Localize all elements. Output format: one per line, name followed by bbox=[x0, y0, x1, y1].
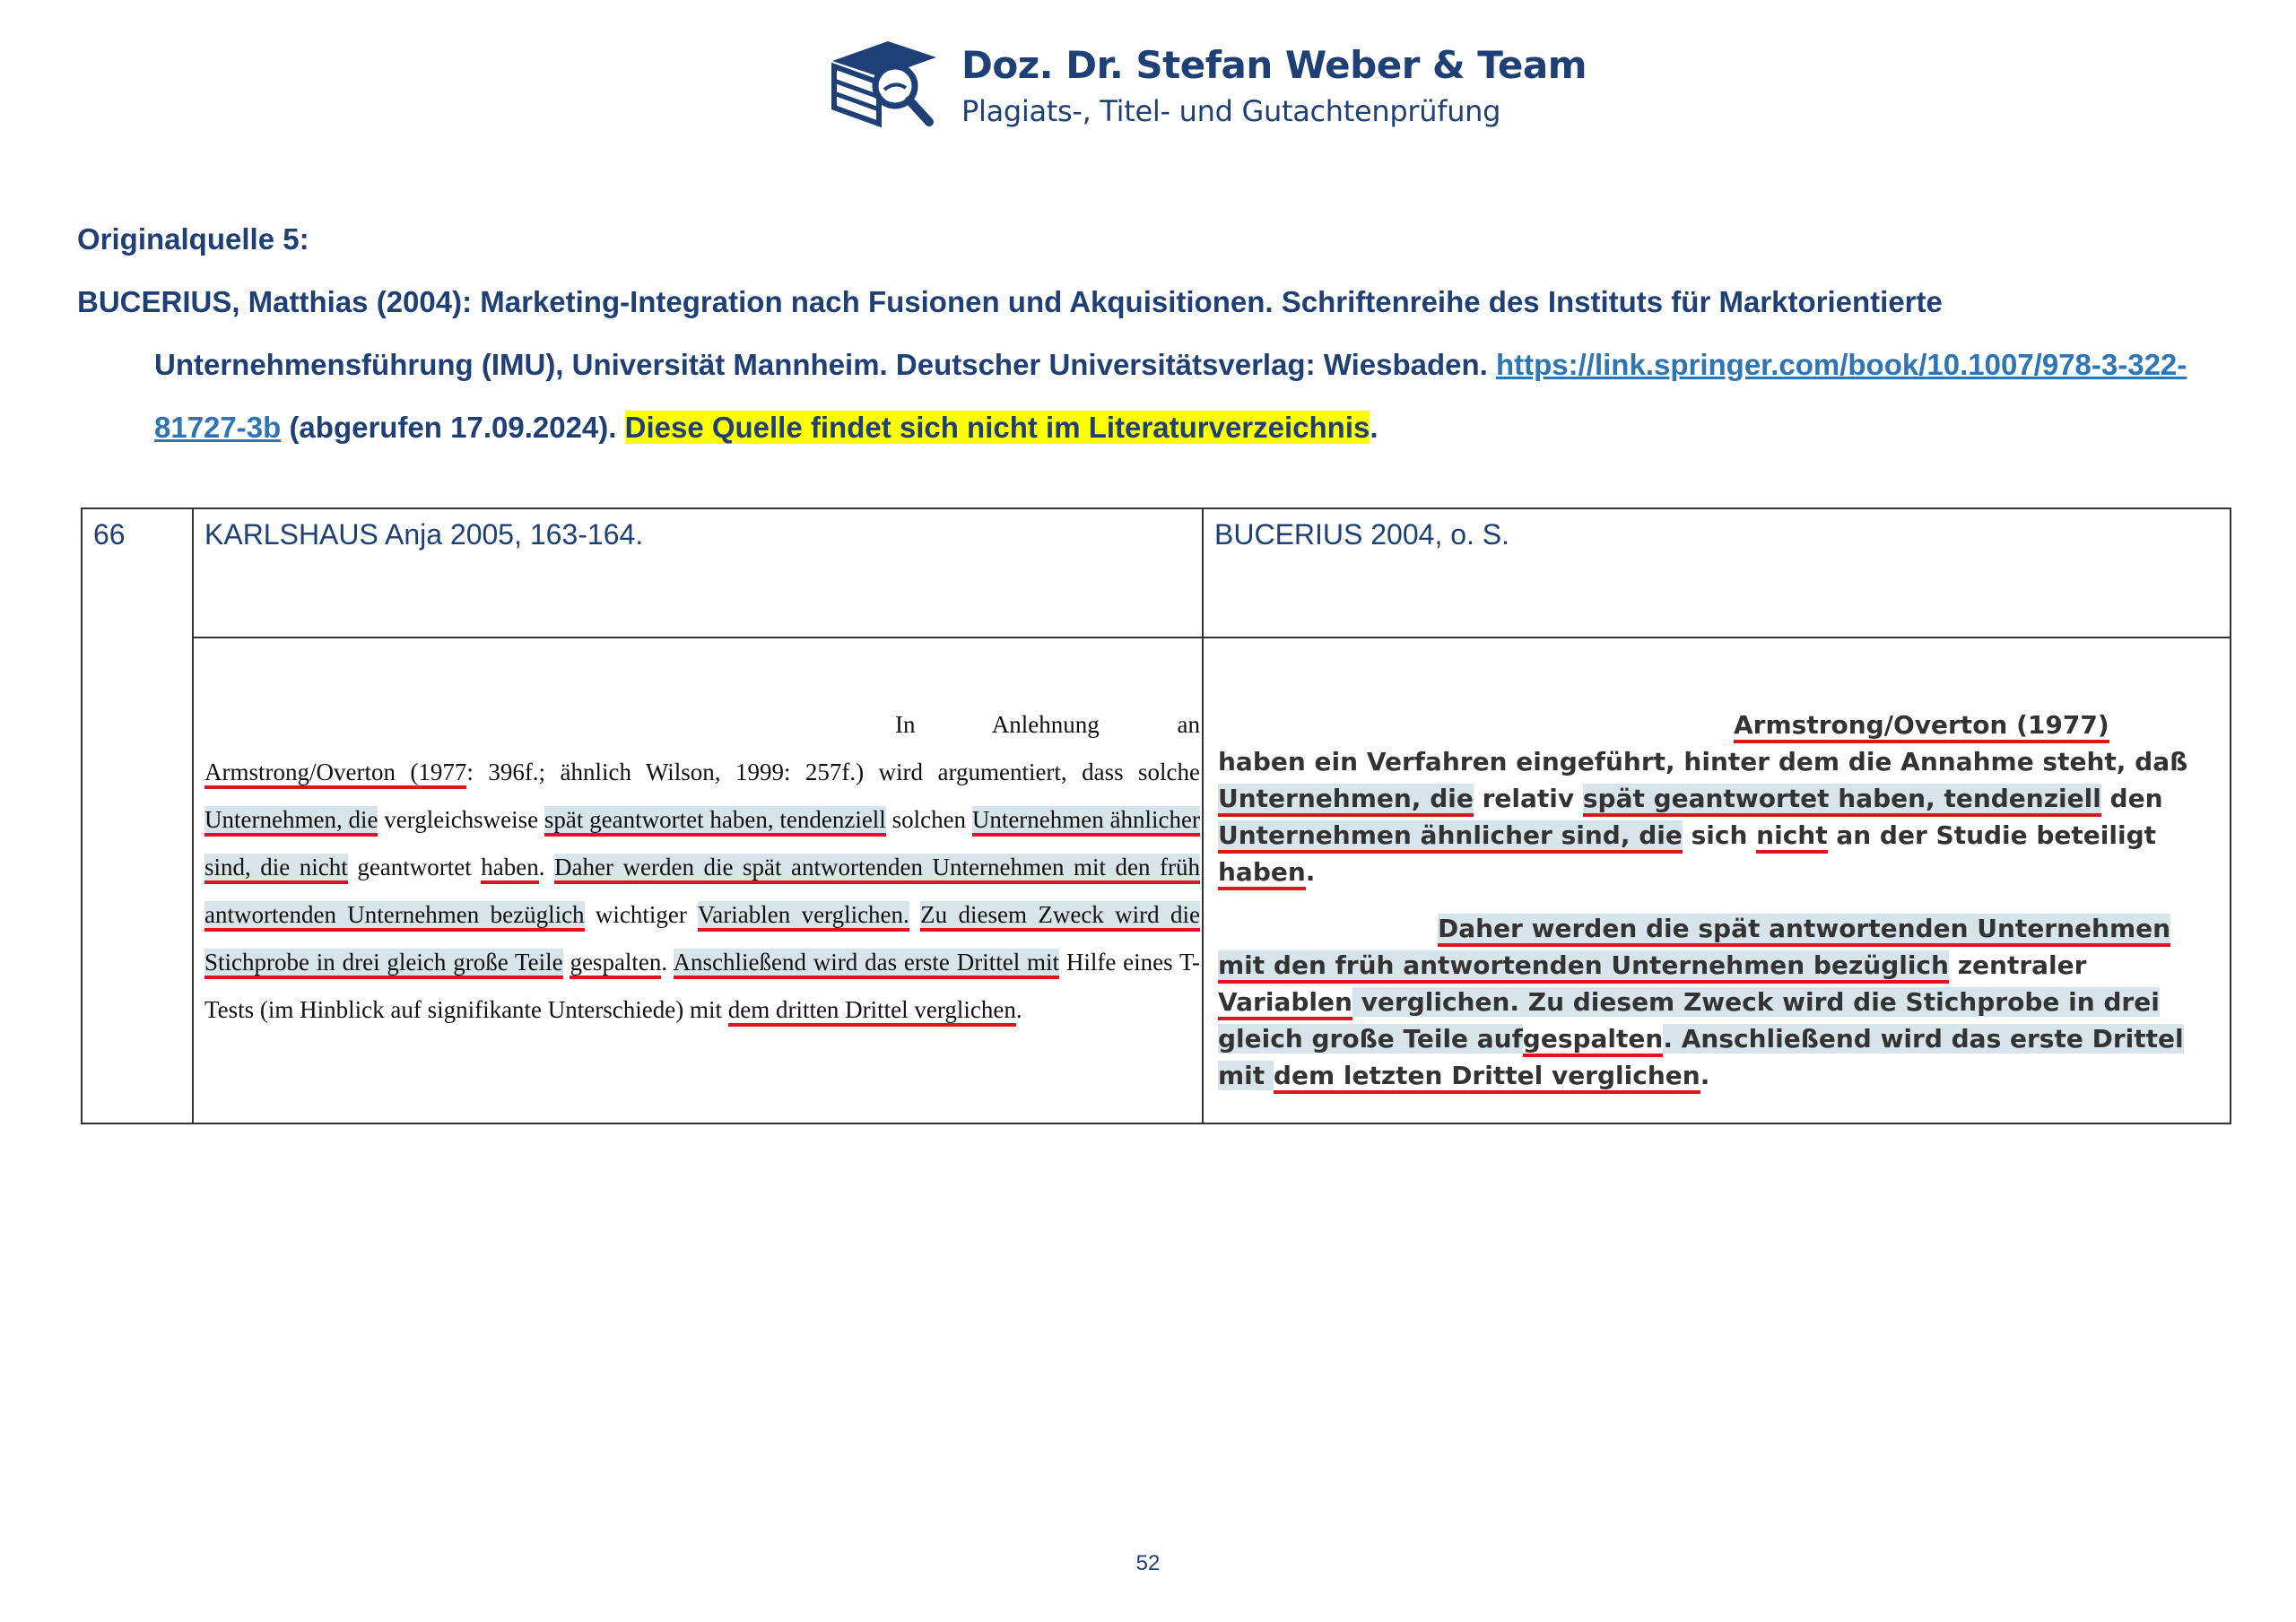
underlined-match: Armstrong/Overton (1977 bbox=[204, 759, 466, 789]
underlined-match: Unternehmen, die bbox=[204, 806, 378, 837]
book-magnifier-logo-icon bbox=[825, 36, 942, 134]
underlined-match: Unternehmen, die bbox=[1218, 784, 1474, 817]
underlined-match: gespalten bbox=[570, 949, 661, 979]
text-run: zentraler bbox=[1948, 950, 2087, 980]
text-run: sich bbox=[1682, 820, 1757, 850]
page-header bbox=[825, 36, 1587, 143]
text-run: haben ein Verfahren eingeführt, hinter dem die Annahme steht, daß bbox=[1218, 747, 2188, 776]
text-run: . bbox=[538, 854, 555, 880]
brand-subtitle: Plagiats-, Titel- und Gutachtenprüfung bbox=[961, 94, 1501, 128]
text-run: relativ bbox=[1473, 784, 1583, 813]
fragment-number: 66 bbox=[82, 508, 193, 1123]
missing-source-note: Diese Quelle findet sich nicht im Literaturverzeichnis bbox=[624, 411, 1370, 444]
brand-name: Doz. Dr. Stefan Weber & Team bbox=[961, 43, 1587, 87]
underlined-match: nicht bbox=[1756, 820, 1827, 854]
right-excerpt-text bbox=[1218, 707, 2205, 1094]
note-period: . bbox=[1370, 411, 1378, 444]
comparison-table bbox=[81, 507, 2231, 1124]
underlined-match: Anschließend wird das erste Drittel mit bbox=[674, 949, 1060, 979]
text-run: verglichen. Zu diesem Zweck wird die Stichprobe in drei gleich große Teile auf bbox=[1218, 987, 2160, 1054]
underlined-match: Unternehmen ähnlicher sind, die nicht bbox=[204, 806, 1200, 884]
text-run: an der Studie beteiligt bbox=[1827, 820, 2157, 850]
text-run: den bbox=[2100, 784, 2163, 813]
underlined-match: dem letzten Drittel verglichen bbox=[1274, 1061, 1700, 1094]
springer-link[interactable]: https://link.springer.com/book/10.1007/978-3-322-81727-3b bbox=[154, 348, 2187, 444]
underlined-match: Daher werden die spät antwortenden Unternehmen mit den früh antwortenden Unternehmen bezüglich bbox=[1218, 914, 2170, 984]
underlined-match: Unternehmen ähnlicher sind, die bbox=[1218, 820, 1683, 854]
source-heading: Originalquelle 5: bbox=[77, 222, 309, 256]
underlined-match: Variablen bbox=[1218, 987, 1352, 1020]
text-run: . Anschließend wird das erste Drittel mit bbox=[1218, 1024, 2184, 1090]
underlined-match: Armstrong/Overton (1977) bbox=[1734, 710, 2109, 743]
text-run: . bbox=[1305, 857, 1316, 887]
text-run: In Anlehnung an bbox=[895, 711, 1200, 738]
source-citation bbox=[77, 271, 2230, 459]
right-excerpt-cell bbox=[1203, 638, 2231, 1123]
underlined-match: spät geantwortet haben, tendenziell bbox=[1583, 784, 2101, 817]
underlined-match: Daher werden die spät antwortenden Unternehmen mit den früh antwortenden Unternehmen bezüglich bbox=[204, 854, 1200, 932]
text-run: . bbox=[1015, 996, 1022, 1023]
underlined-match: spät geantwortet haben, tendenziell bbox=[544, 806, 886, 837]
text-run: geantwortet bbox=[347, 854, 482, 880]
text-run: : 396f.; ähnlich Wilson, 1999: 257f.) wird argumentiert, dass solche bbox=[466, 759, 1200, 785]
text-run bbox=[909, 901, 920, 928]
left-reference: KARLSHAUS Anja 2005, 163-164. bbox=[193, 508, 1203, 638]
underlined-match: gespalten bbox=[1523, 1024, 1664, 1057]
underlined-match: haben bbox=[481, 854, 538, 884]
underlined-match: dem dritten Drittel verglichen bbox=[728, 996, 1016, 1027]
text-run: vergleichsweise bbox=[378, 806, 544, 833]
left-excerpt-scan bbox=[204, 701, 1200, 1034]
text-run: Hilfe eines T-Tests (im Hinblick auf signifikante Unterschiede) mit bbox=[204, 949, 1200, 1023]
page-number: 52 bbox=[1135, 1551, 1161, 1575]
citation-text: BUCERIUS, Matthias (2004): Marketing-Integration nach Fusionen und Akquisitionen. Schriftenreihe des Instituts für Marktorientierte Unternehmensführung (IMU), Universität Mannheim. Deutscher Universitätsverlag: Wiesbaden. bbox=[77, 285, 1943, 381]
underlined-match: Variablen verglichen. bbox=[698, 901, 909, 932]
text-run: . bbox=[1700, 1061, 1710, 1090]
text-run: solchen bbox=[885, 806, 972, 833]
source-block bbox=[77, 208, 2230, 459]
text-run: wichtiger bbox=[584, 901, 698, 928]
underlined-match: Zu diesem Zweck wird die Stichprobe in drei gleich große Teile bbox=[204, 901, 1200, 979]
text-run: . bbox=[661, 949, 674, 976]
underlined-match: haben bbox=[1218, 857, 1306, 890]
accessed-date: (abgerufen 17.09.2024). bbox=[289, 411, 617, 444]
left-excerpt-cell bbox=[193, 638, 1203, 1123]
right-reference: BUCERIUS 2004, o. S. bbox=[1203, 508, 2231, 638]
